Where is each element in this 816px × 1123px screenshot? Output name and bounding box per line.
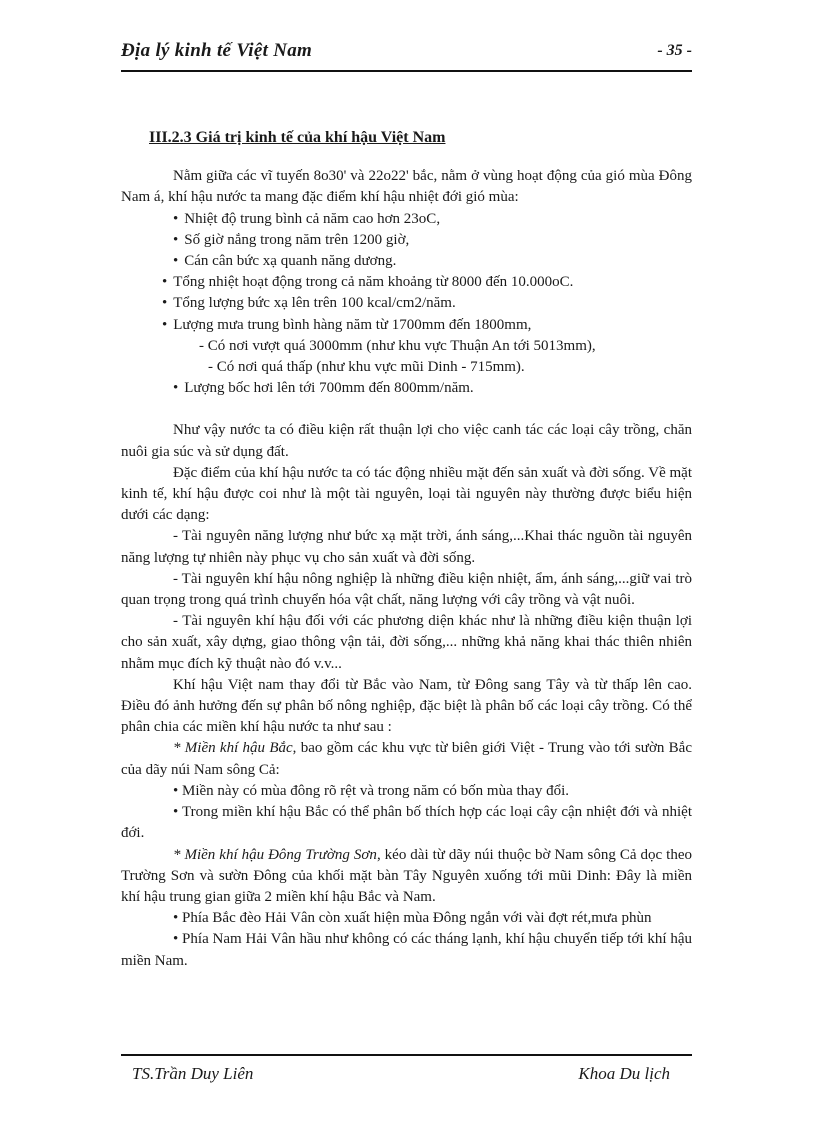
spacer xyxy=(121,399,692,420)
paragraph: - Tài nguyên khí hậu đối với các phương diện khác như là những điều kiện thuận lợi cho sản xuất, xây dựng, giao thông vận tải, đời sống,... những khả năng khai thác thiên nhiên nhằm mục đích kỹ thuật nào đó v.v... xyxy=(121,613,692,672)
paragraph: - Tài nguyên năng lượng như bức xạ mặt trời, ánh sáng,...Khai thác nguồn tài nguyên năng lượng tự nhiên này phục vụ cho sản xuất và đời sống. xyxy=(121,528,692,566)
paragraph: • Trong miền khí hậu Bắc có thể phân bố thích hợp các loại cây cận nhiệt đới và nhiệt đới. xyxy=(121,804,692,842)
north-climate-paragraph: * Miền khí hậu Bắc, bao gồm các khu vực từ biên giới Việt - Trung vào tới sườn Bắc của dãy núi Nam sông Cả: xyxy=(121,740,692,778)
footer-rule xyxy=(121,1054,692,1056)
paragraph: • Phía Nam Hải Vân hầu như không có các tháng lạnh, khí hậu chuyển tiếp tới khí hậu miền Nam. xyxy=(121,931,692,969)
bullet-list xyxy=(121,209,692,400)
list-item: - Có nơi vượt quá 3000mm (như khu vực Thuận An tới 5013mm), xyxy=(199,337,596,354)
list-item: • Tổng lượng bức xạ lên trên 100 kcal/cm2/năm. xyxy=(162,295,456,312)
bullet-icon: • xyxy=(173,210,179,227)
paragraph: Đặc điểm của khí hậu nước ta có tác động nhiều mặt đến sản xuất và đời sống. Về mặt kinh tế, khí hậu được coi như là một tài nguyên, loại tài nguyên này thường được biểu hiện dưới các dạng: xyxy=(121,464,692,524)
intro-paragraph: Nằm giữa các vĩ tuyến 8o30' và 22o22' bắc, nằm ở vùng hoạt động của gió mùa Đông Nam á, khí hậu nước ta mang đặc điểm khí hậu nhiệt đới gió mùa: xyxy=(121,168,692,206)
page-number: - 35 - xyxy=(657,42,692,59)
north-climate-label: * Miền khí hậu Bắc xyxy=(173,740,293,757)
footer-faculty: Khoa Du lịch xyxy=(578,1064,670,1083)
header-title: Địa lý kinh tế Việt Nam xyxy=(121,40,313,61)
list-item: • Lượng bốc hơi lên tới 700mm đến 800mm/năm. xyxy=(173,380,474,397)
header-rule xyxy=(121,70,692,72)
list-item: • Tổng nhiệt hoạt động trong cả năm khoảng từ 8000 đến 10.000oC. xyxy=(162,274,574,291)
list-item: • Số giờ nắng trong năm trên 1200 giờ, xyxy=(173,231,410,248)
list-item: • Nhiệt độ trung bình cả năm cao hơn 23oC, xyxy=(173,210,441,227)
east-climate-paragraph: * Miền khí hậu Đông Trường Sơn, kéo dài từ dãy núi thuộc bờ Nam sông Cả dọc theo Trường Sơn và sườn Đông của khối mặt bàn Tây Nguyên xuống tới mũi Dinh: Đây là miền khí hậu trung gian giữa 2 miền khí hậu Bắc và Nam. xyxy=(121,846,692,905)
bullet-icon: • xyxy=(162,316,168,333)
bullet-icon: • xyxy=(173,380,179,397)
list-item: • Lượng mưa trung bình hàng năm từ 1700mm đến 1800mm, xyxy=(162,316,532,333)
section-title: III.2.3 Giá trị kinh tế của khí hậu Việt Nam xyxy=(149,129,446,146)
paragraph: Như vậy nước ta có điều kiện rất thuận lợi cho việc canh tác các loại cây trồng, chăn nuôi gia súc và sử dụng đất. xyxy=(121,422,692,460)
paragraph: • Phía Bắc đèo Hải Vân còn xuất hiện mùa Đông ngắn với vài đợt rét,mưa phùn xyxy=(173,910,652,927)
list-item: • Cán cân bức xạ quanh năng dương. xyxy=(173,253,397,270)
paragraph: Khí hậu Việt nam thay đổi từ Bắc vào Nam, từ Đông sang Tây và từ thấp lên cao. Điều đó ảnh hưởng đến sự phân bố nông nghiệp, đặc biệt là phân bố các loại cây trồng. Có thể phân chia các miền khí hậu nước ta như sau : xyxy=(121,676,692,736)
bullet-icon: • xyxy=(173,231,179,248)
page-header xyxy=(121,40,692,68)
east-climate-label: * Miền khí hậu Đông Trường Sơn xyxy=(173,846,377,863)
paragraph: • Miền này có mùa đông rõ rệt và trong năm có bốn mùa thay đổi. xyxy=(173,782,569,799)
footer-author: TS.Trần Duy Liên xyxy=(132,1064,254,1083)
bullet-icon: • xyxy=(162,274,168,291)
list-item: - Có nơi quá thấp (như khu vực mũi Dinh - 715mm). xyxy=(208,359,525,376)
bullet-icon: • xyxy=(173,253,179,270)
bullet-icon: • xyxy=(162,295,168,312)
page-content xyxy=(121,127,692,972)
paragraph: - Tài nguyên khí hậu nông nghiệp là những điều kiện nhiệt, ẩm, ánh sáng,...giữ vai trò quan trọng trong quá trình chuyển hóa vật chất, năng lượng với cây trồng và vật nuôi. xyxy=(121,570,692,609)
